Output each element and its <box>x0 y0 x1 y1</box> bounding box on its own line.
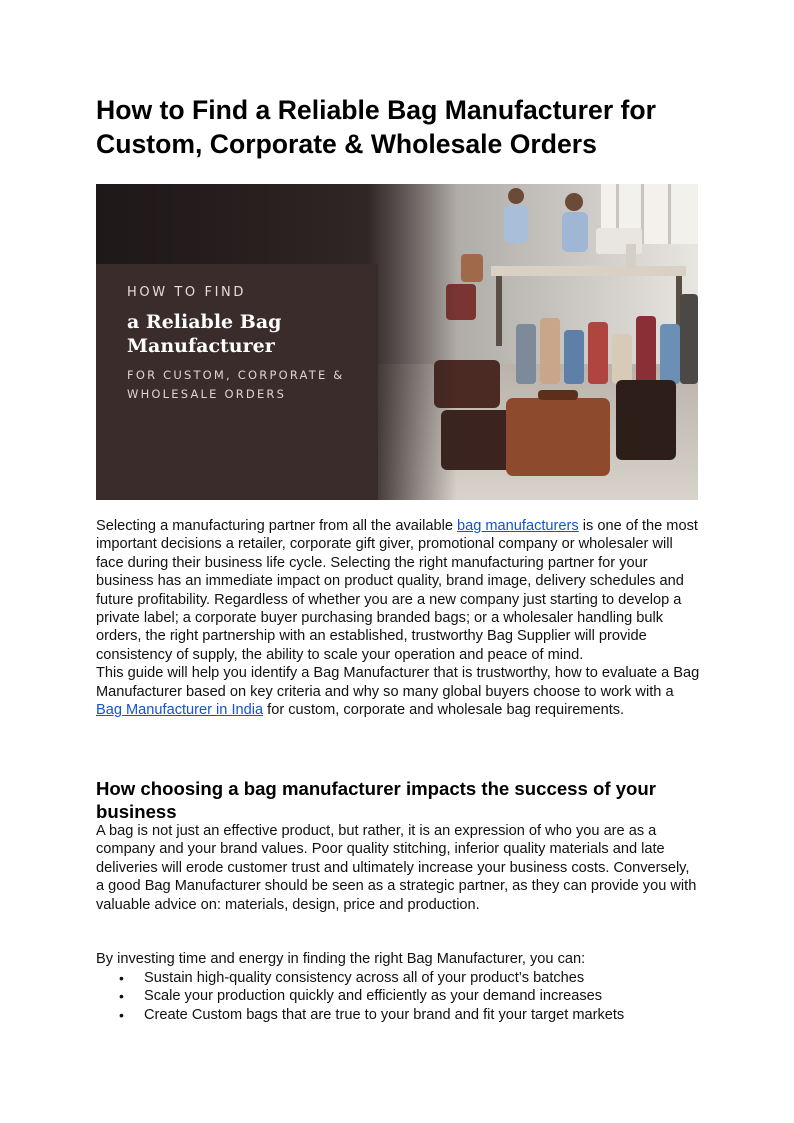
intro-paragraph-2: This guide will help you identify a Bag Manufacturer that is trustworthy, how to evaluate a Bag Manufacturer based on key criteria and why so many global buyers choose to work with a Bag Manufacturer in India for custom, corporate and wholesale bag requirements. <box>96 665 700 719</box>
section-paragraph: A bag is not just an effective product, but rather, it is an expression of who you are as a company and your brand values. Poor quality stitching, inferior quality materials and late deliveries will erode customer trust and ultimately increase your business costs. Conversely, a good Bag Manufacturer should be seen as a strategic partner, as they can provide you with valuable advice on: materials, design, price and production. <box>96 823 697 913</box>
section-heading: How choosing a bag manufacturer impacts the success of your business <box>96 778 657 822</box>
hero-title-line: a Reliable Bag <box>127 311 282 333</box>
hero-subtitle-line: WHOLESALE ORDERS <box>127 387 287 401</box>
list-item: • Scale your production quickly and efficiently as your demand increases <box>119 988 603 1005</box>
list-item: • Sustain high-quality consistency across all of your product’s batches <box>119 970 585 986</box>
hero-title-line: Manufacturer <box>127 335 275 357</box>
bullet-icon: • <box>119 988 124 1005</box>
section-lead-paragraph: By investing time and energy in finding the right Bag Manufacturer, you can: <box>96 951 586 967</box>
page-title: How to Find a Reliable Bag Manufacturer for Custom, Corporate & Wholesale Orders <box>96 95 657 159</box>
bullet-icon: • <box>119 1006 124 1023</box>
bullet-icon: • <box>119 970 124 986</box>
benefits-list <box>96 969 700 1024</box>
list-item: • Create Custom bags that are true to your brand and fit your target markets <box>119 1006 625 1023</box>
hero-subtitle <box>127 366 377 404</box>
bag-manufacturers-link[interactable]: bag manufacturers <box>457 518 579 534</box>
hero-title <box>127 310 367 358</box>
hero-subtitle-line: FOR CUSTOM, CORPORATE & <box>127 368 345 382</box>
intro-paragraph-1: Selecting a manufacturing partner from all the available bag manufacturers is one of the most important decisions a retailer, corporate gift giver, promotional company or wholesaler will face during their business life cycle. Selecting the right manufacturing partner for your business has an immediate impact on product quality, brand image, delivery schedules and future profitability. Regardless of whether you are a new company just starting to develop a private label; a corporate buyer purchasing branded bags; or a wholesaler handling bulk orders, the right partnership with an established, trustworthy Bag Supplier will provide consistency of supply, the ability to scale your operation and peace of mind. <box>96 518 698 663</box>
bag-manufacturer-india-link[interactable]: Bag Manufacturer in India <box>96 702 264 719</box>
intro-section <box>96 517 700 719</box>
hero-kicker: HOW TO FIND <box>127 285 246 300</box>
hero-image <box>96 184 698 500</box>
